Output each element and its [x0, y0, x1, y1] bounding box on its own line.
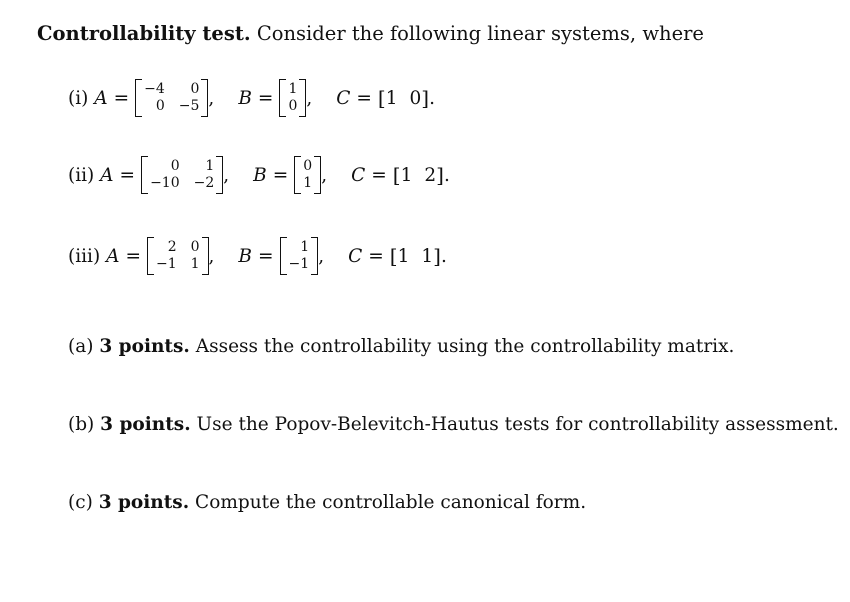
matrix-entry: 0	[409, 87, 422, 109]
heading-bold: Controllability test.	[37, 22, 251, 45]
matrix-entry: 0	[288, 98, 298, 114]
matrix-c: [ 1 0 ]	[377, 86, 430, 110]
system-label: (i)	[68, 87, 89, 109]
matrix-entry: 0	[170, 158, 180, 174]
system-label: (ii)	[68, 164, 95, 186]
question-text: Use the Popov-Belevitch-Hautus tests for controllability assessment.	[196, 414, 839, 435]
matrix-c: [ 1 2 ]	[392, 163, 444, 187]
matrix-a	[135, 79, 208, 117]
matrix-entry: 1	[190, 256, 200, 272]
matrix-entry: 1	[205, 158, 215, 174]
system-ii: (ii) A = 0 1 −10 −2 , B = 0 1 , C = [ 1 2 ] .	[68, 145, 450, 205]
matrix-entry: 2	[424, 164, 437, 186]
matrix-entry: 1	[400, 164, 413, 186]
matrix-entry: 1	[385, 87, 398, 109]
matrix-entry: −5	[178, 98, 200, 114]
matrix-b	[280, 237, 319, 275]
question-text: Assess the controllability using the controllability matrix.	[195, 336, 735, 357]
matrix-entry: −2	[193, 175, 215, 191]
matrix-entry: −1	[288, 256, 310, 272]
question-points: 3 points.	[99, 336, 190, 357]
matrix-entry: 0	[190, 81, 200, 97]
matrix-a	[141, 156, 223, 194]
matrix-entry: 0	[190, 239, 200, 255]
system-iii: (iii) A = 2 0 −1 1 , B = 1 −1 , C = [ 1 1 ] .	[68, 226, 447, 286]
matrix-entry: 0	[303, 158, 313, 174]
question-points: 3 points.	[100, 414, 191, 435]
matrix-entry: 1	[288, 81, 298, 97]
matrix-a	[147, 237, 209, 275]
matrix-entry: −4	[144, 81, 165, 97]
matrix-entry: 1	[300, 239, 310, 255]
matrix-entry: 2	[167, 239, 177, 255]
matrix-c: [ 1 1 ]	[389, 244, 441, 268]
question-a	[68, 336, 734, 357]
heading-text: Consider the following linear systems, where	[256, 22, 704, 45]
matrix-entry: 1	[303, 175, 313, 191]
question-c	[68, 492, 586, 513]
matrix-entry: 1	[397, 245, 410, 267]
problem-heading	[37, 22, 704, 45]
matrix-b	[294, 156, 321, 194]
matrix-entry: 0	[155, 98, 165, 114]
question-label: (b)	[68, 414, 95, 435]
system-label: (iii)	[68, 245, 101, 267]
question-text: Compute the controllable canonical form.	[195, 492, 587, 513]
question-label: (c)	[68, 492, 93, 513]
question-b	[68, 414, 839, 435]
question-points: 3 points.	[98, 492, 190, 513]
matrix-entry: −1	[155, 256, 177, 272]
matrix-entry: 1	[421, 245, 434, 267]
question-label: (a)	[68, 336, 94, 357]
matrix-b	[279, 79, 306, 117]
matrix-entry: −10	[150, 175, 180, 191]
system-i: (i) A = −4 0 0 −5 , B = 1 0 , C = [ 1 0 ] .	[68, 68, 435, 128]
